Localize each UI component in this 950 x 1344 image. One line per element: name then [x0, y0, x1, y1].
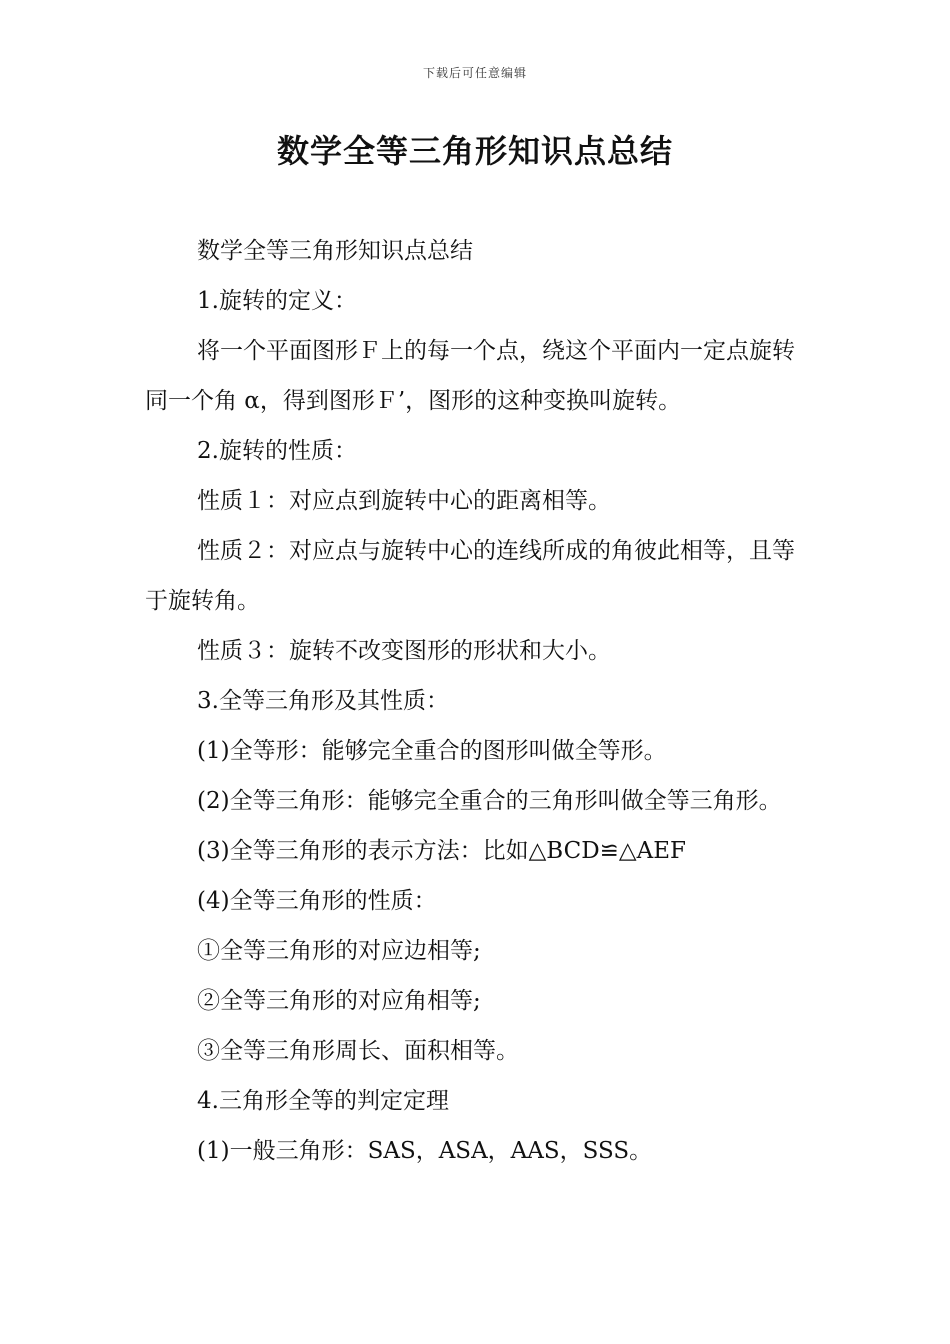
paragraph-property-2: 性质２：对应点与旋转中心的连线所成的角彼此相等，且等于旋转角。	[145, 538, 795, 614]
paragraph-general-triangles: (1)一般三角形：SAS，ASA，AAS，SSS。	[197, 1138, 653, 1164]
heading-congruence-theorems: 4.三角形全等的判定定理	[197, 1088, 449, 1114]
paragraph-notation: (3)全等三角形的表示方法：比如△BCD≌△AEF	[197, 838, 686, 864]
list-item-perimeter-area: ③全等三角形周长、面积相等。	[197, 1038, 519, 1064]
paragraph-property-3: 性质３：旋转不改变图形的形状和大小。	[197, 638, 611, 664]
paragraph-congruent-figures: (1)全等形：能够完全重合的图形叫做全等形。	[197, 738, 667, 764]
heading-triangle-properties: (4)全等三角形的性质：	[197, 888, 437, 914]
paragraph-intro: 数学全等三角形知识点总结	[197, 238, 473, 264]
paragraph-congruent-triangles: (2)全等三角形：能够完全重合的三角形叫做全等三角形。	[197, 788, 782, 814]
document-body	[145, 226, 810, 1176]
paragraph-property-1: 性质１：对应点到旋转中心的距离相等。	[197, 488, 611, 514]
heading-rotation-definition: 1.旋转的定义：	[197, 288, 357, 314]
heading-congruent-triangles: 3.全等三角形及其性质：	[197, 688, 449, 714]
document-title: 数学全等三角形知识点总结	[276, 132, 673, 170]
list-item-angles: ②全等三角形的对应角相等;	[197, 988, 481, 1014]
page-header-note: 下载后可任意编辑	[422, 66, 527, 80]
list-item-sides: ①全等三角形的对应边相等;	[197, 938, 481, 964]
heading-rotation-properties: 2.旋转的性质：	[197, 438, 357, 464]
paragraph-rotation-definition: 将一个平面图形Ｆ上的每一个点，绕这个平面内一定点旋转同一个角 α，得到图形Ｆ’，图形的这种变换叫旋转。	[145, 338, 795, 414]
